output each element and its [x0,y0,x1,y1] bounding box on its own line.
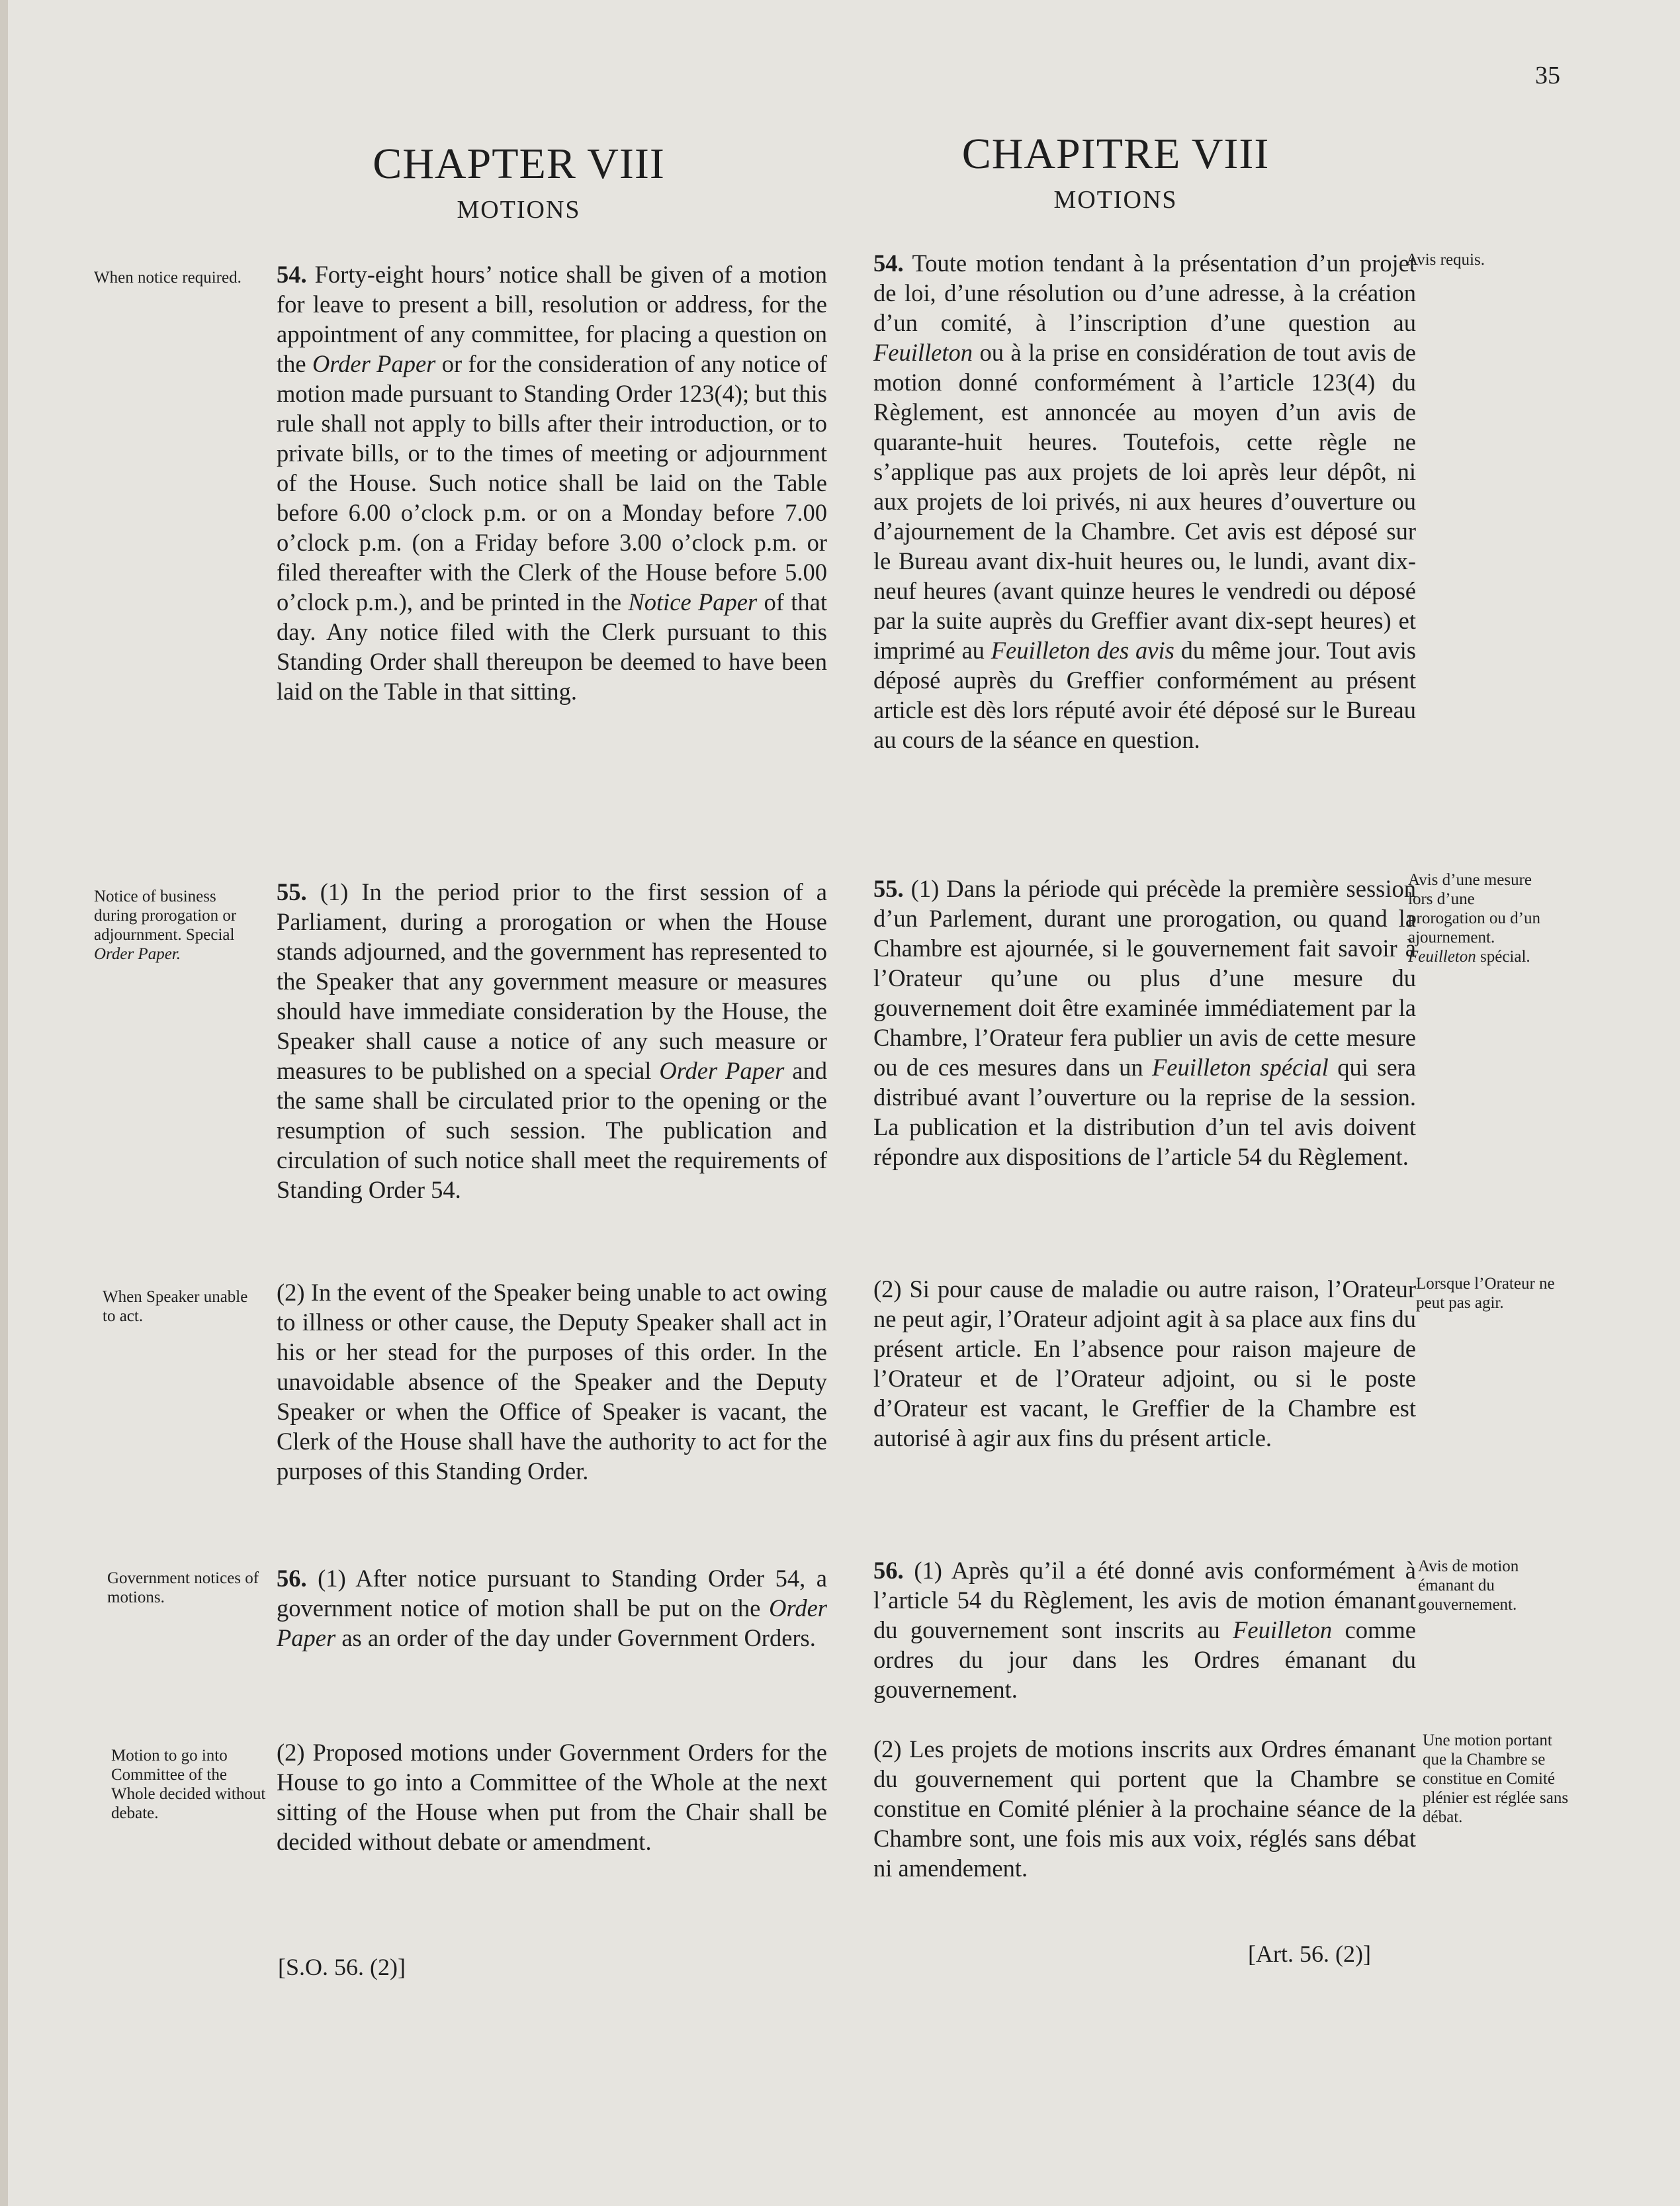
paragraph-text: (1) After notice pursuant to Standing Order 54, a government notice of motion shall be put on the [277,1565,827,1622]
sidenote-text: Avis d’une mesure lors d’une prorogation ou d’un ajournement. [1408,871,1540,946]
french-sidenote-54: Avis requis. [1406,251,1485,269]
french-paragraph-56-1 [851,1555,1416,1704]
english-sidenote-56-2: Motion to go into Committee of the Whole decided without debate. [111,1747,266,1822]
french-sidenote-55-2: Lorsque l’Orateur ne peut pas agir. [1416,1275,1555,1312]
paragraph-text: qui sera distribué avant l’ouverture ou la reprise de la session. La publication et la distribution d’un tel avis doivent répondre aux dispositions de l’article 54 du Règlement. [873,1054,1416,1170]
article-number: 55. [873,875,904,902]
italic-text: Order Paper [659,1057,785,1084]
french-paragraph-54 [851,248,1416,755]
english-footer-reference: [S.O. 56. (2)] [278,1954,406,1980]
italic-text: Feuilleton des avis [991,637,1174,664]
paragraph-text: ou à la prise en considération de tout avis de motion donné conformément à l’article 123(4) du Règlement, est annoncée au moyen d’un avis de quarante-huit heures. Toutefois, cette règle ne s’applique pas aux projets de loi après leur dépôt, ni aux projets de loi privés, ni aux heures d’ouverture ou d’ajournement de la Chambre. Cet avis est déposé sur le Bureau avant dix-huit heures ou, le lundi, avant dix-neuf heures (avant quinze heures le vendredi ou déposé par la suite auprès du Greffier avant dix-sept heures) et imprimé au [873,339,1416,664]
article-number: 55. [277,878,307,905]
article-number: 54. [873,250,904,277]
paragraph-text: or for the consideration of any notice of motion made pursuant to Standing Order 123(4); but this rule shall not apply to bills after their introduction, or to private bills, or to the times of meeting or adjournment of the House. Such notice shall be laid on the Table before 6.00 o’clock p.m. or on a Monday before 7.00 o’clock p.m. (on a Friday before 3.00 o’clock p.m. or filed thereafter with the Clerk of the House before 5.00 o’clock p.m.), and be printed in the [277,350,827,616]
page-binding-edge [0,0,8,2206]
page-number: 35 [1535,62,1560,89]
english-heading [254,139,783,225]
paragraph-text: of that day. Any notice filed with the Clerk pursuant to this Standing Order shall thereupon be deemed to have been laid on the Table in that sitting. [277,588,828,705]
sidenote-italic-text: Feuilleton [1408,948,1476,966]
sidenote-text: spécial. [1476,948,1530,966]
article-number: 56. [873,1557,904,1584]
sidenote-text: Notice of business during prorogation or adjournment. Special [94,888,237,944]
article-number: 56. [277,1565,307,1592]
italic-text: Feuilleton spécial [1151,1054,1329,1081]
french-sidenote-56-1: Avis de motion émanant du gouvernement. [1418,1557,1519,1614]
french-sidenote-56-2: Une motion portant que la Chambre se constitue en Comité plénier est réglée sans débat. [1423,1731,1569,1826]
paragraph-text: (1) Dans la période qui précède la première session d’un Parlement, durant une prorogation, ou quand la Chambre est ajournée, si le gouvernement fait savoir à l’Orateur qu’une ou plus d’une mesure du gouvernement doit être examinée immédiatement par la Chambre, l’Orateur fera publier un avis de cette mesure ou de ces mesures dans un [873,875,1416,1081]
french-chapter-title: CHAPITRE VIII [961,130,1270,178]
paragraph-text: and the same shall be circulated prior to the opening or the resumption of such session. The publication and circulation of such notice shall meet the requirements of Standing Order 54. [277,1057,827,1203]
french-paragraph-56-2: (2) Les projets de motions inscrits aux Ordres émanant du gouvernement qui portent que la Chambre se constitue en Comité plénier à la prochaine séance de la Chambre sont, une fois mis aux voix, réglés sans débat ni amendement. [873,1735,1416,1882]
french-sidenote-55-1 [1408,870,1555,966]
english-paragraph-55-2: (2) In the event of the Speaker being unable to act owing to illness or other cause, the Deputy Speaker shall act in his or her stead for the purposes of this order. In the unavoidable absence of the Speaker and the Deputy Speaker or when the Office of Speaker is vacant, the Clerk of the House shall have the authority to act for the purposes of this Standing Order. [277,1279,827,1485]
english-paragraph-56-2: (2) Proposed motions under Government Orders for the House to go into a Committee of the Whole at the next sitting of the House when put from the Chair shall be decided without debate or amendment. [277,1739,827,1855]
paragraph-text: Toute motion tendant à la présentation d’un projet de loi, d’une résolution ou d’une adresse, à la création d’un comité, à l’inscription d’une question au [873,250,1416,336]
paragraph-text: as an order of the day under Government Orders. [335,1624,816,1651]
paragraph-text: (1) In the period prior to the first session of a Parliament, during a prorogation or when the House stands adjourned, and the government has represented to the Speaker that any government measure or measures should have immediate consideration by the House, the Speaker shall cause a notice of any such measure or measures to be published on a special [277,878,827,1084]
paragraph-text: du même jour. Tout avis déposé auprès du Greffier conformément au présent article est dès lors réputé avoir été déposé sur le Bureau au cours de la séance en question. [873,637,1417,753]
italic-text: Order Paper [277,1594,827,1651]
italic-text: Feuilleton [1233,1616,1333,1643]
sidenote-italic-text: Order Paper. [94,945,181,963]
french-footer-reference: [Art. 56. (2)] [1248,1941,1371,1967]
english-chapter-title: CHAPTER VIII [373,140,665,188]
english-paragraph-55-1 [254,877,827,1205]
italic-text: Feuilleton [873,339,973,366]
english-sidenote-54: When notice required. [94,269,242,287]
english-chapter-subtitle: MOTIONS [457,196,581,224]
english-paragraph-54 [254,259,827,706]
italic-text: Notice Paper [628,588,758,616]
english-sidenote-55-1 [94,887,253,964]
english-sidenote-55-2: When Speaker unable to act. [103,1288,248,1325]
french-paragraph-55-2: (2) Si pour cause de maladie ou autre raison, l’Orateur ne peut agir, l’Orateur adjoint agit à sa place aux fins du présent article. En l’absence pour raison majeure de l’Orateur et de l’Orateur adjoint, ou si le poste d’Orateur est vacant, le Greffier de la Chambre est autorisé à agir aux fins du présent article. [873,1275,1416,1451]
paragraph-text: comme ordres du jour dans les Ordres émanant du gouvernement. [873,1616,1416,1703]
french-chapter-subtitle: MOTIONS [1053,186,1178,214]
english-sidenote-56-1: Government notices of motions. [107,1569,259,1606]
french-heading [851,129,1380,215]
french-paragraph-55-1 [851,874,1416,1172]
english-paragraph-56-1 [254,1563,827,1653]
paragraph-text: (1) Après qu’il a été donné avis conformément à l’article 54 du Règlement, les avis de motion émanant du gouvernement sont inscrits au [873,1557,1416,1643]
paragraph-text: Forty-eight hours’ notice shall be given of a motion for leave to present a bill, resolution or address, for the appointment of any committee, for placing a question on the [277,261,827,377]
italic-text: Order Paper [312,350,436,377]
article-number: 54. [277,261,307,288]
